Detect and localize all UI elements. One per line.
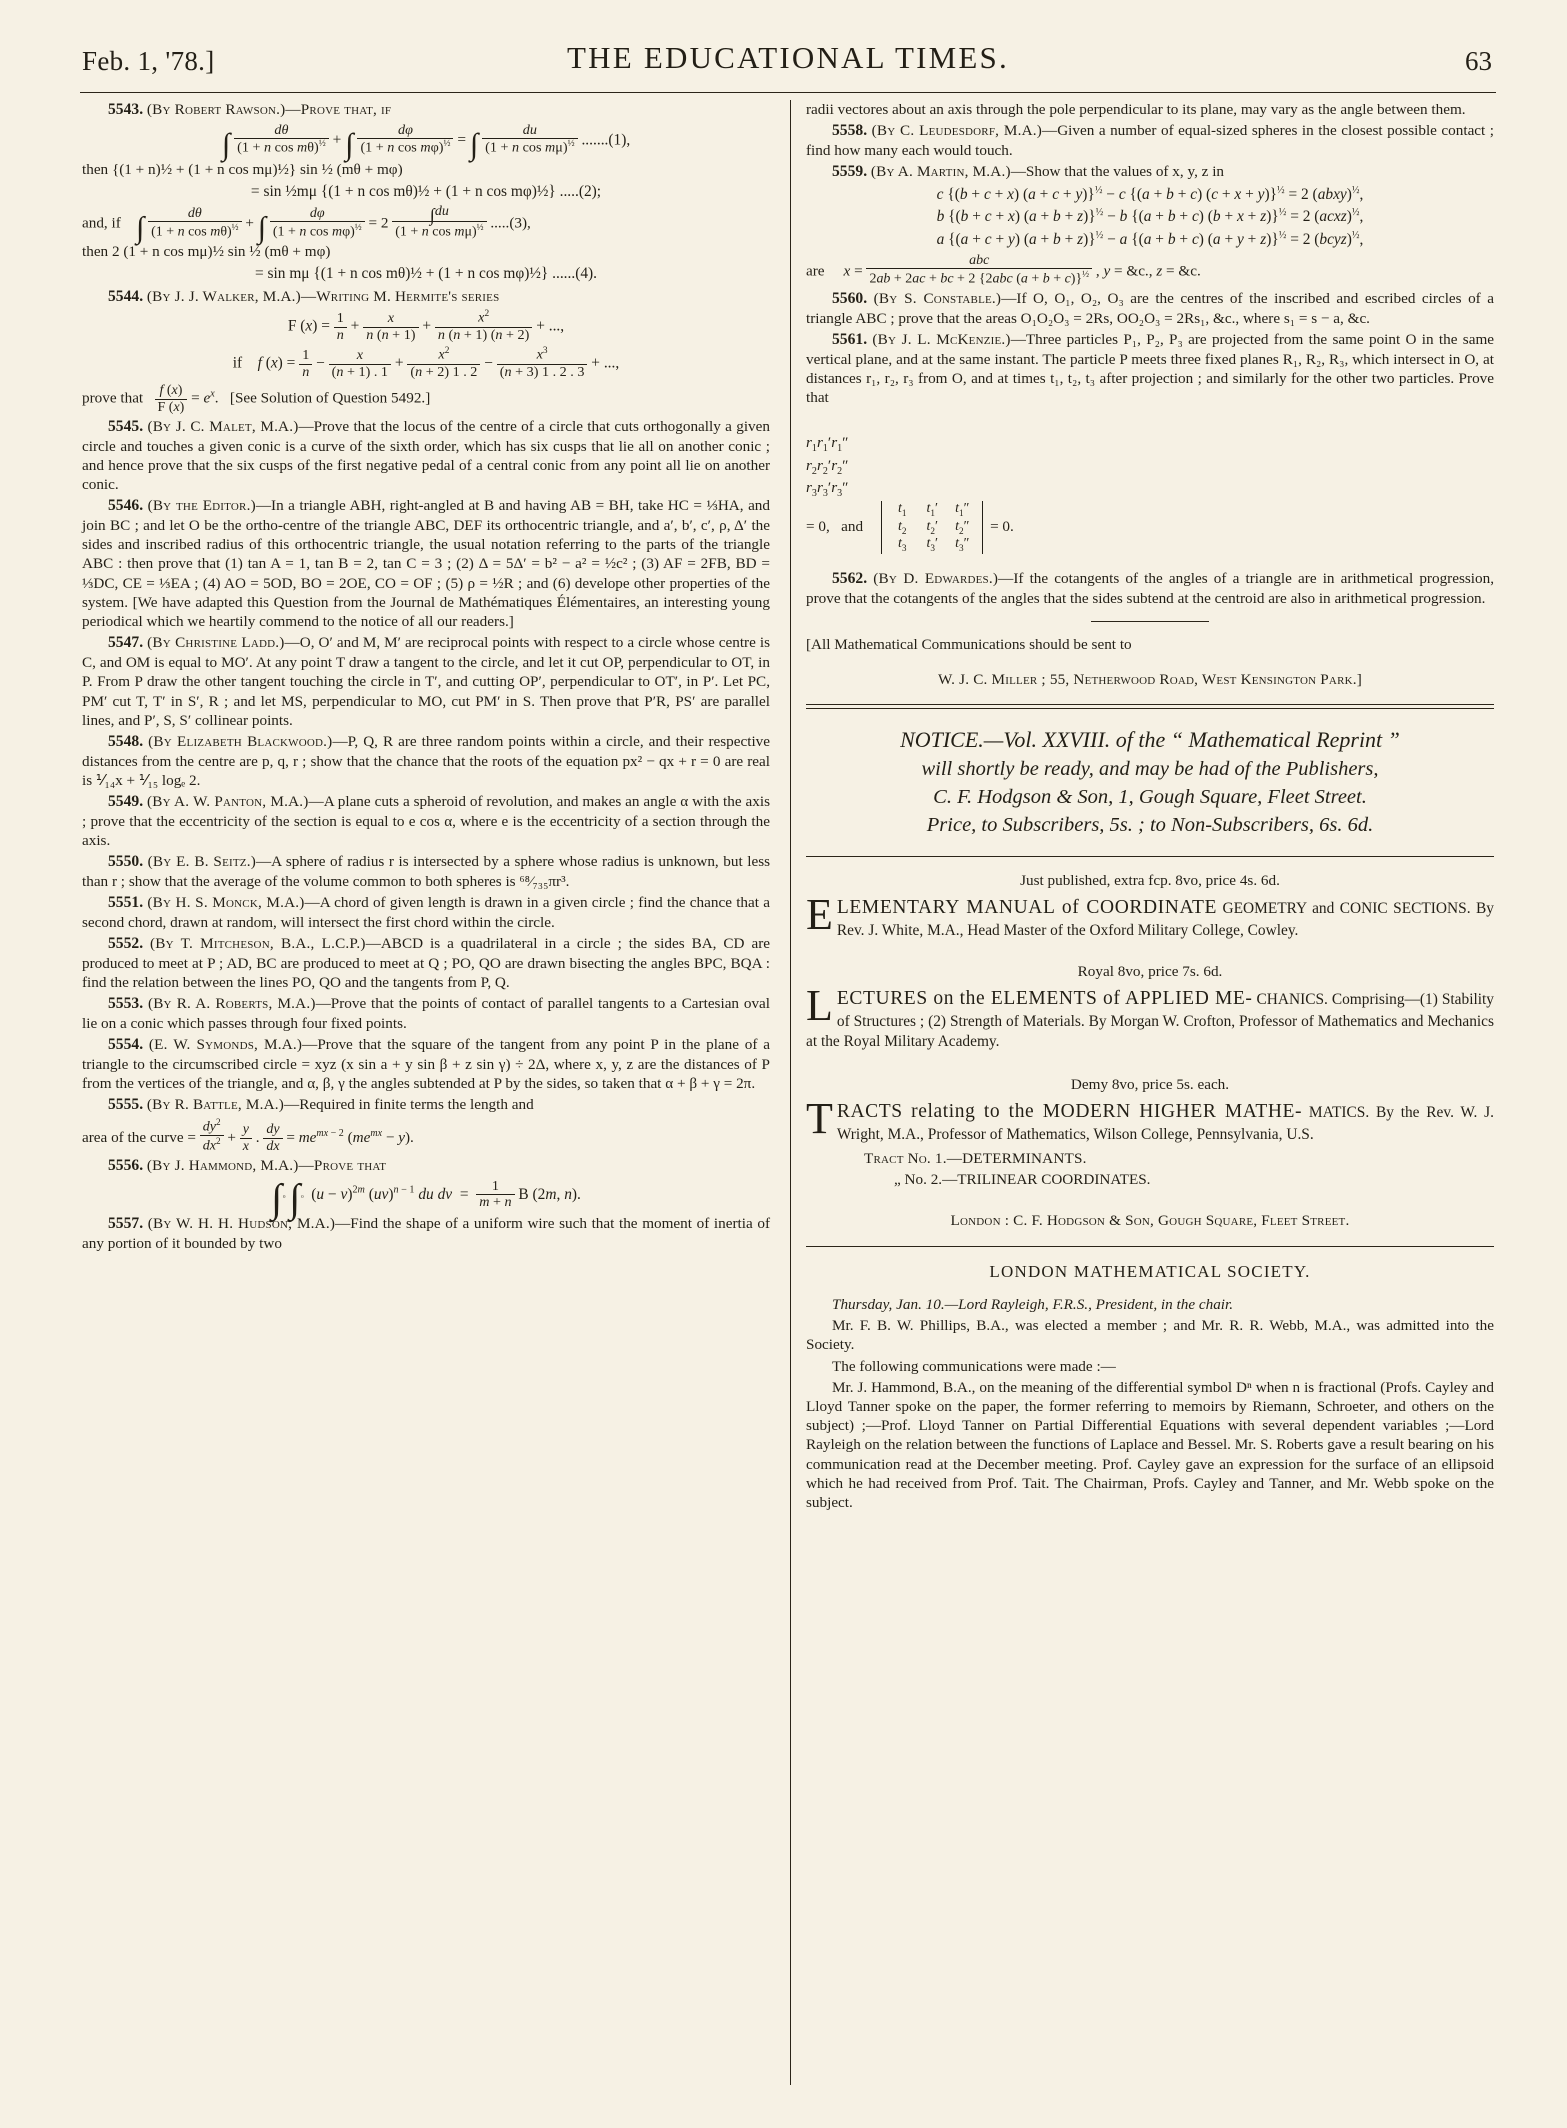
problem-number: 5560. xyxy=(832,290,868,308)
problem-5556 xyxy=(82,1156,770,1176)
problem-byline: (By A. W. Panton, M.A.) xyxy=(147,793,309,811)
problem-text: —Show that the values of x, y, z in xyxy=(1010,163,1225,181)
problem-byline: (By E. B. Seitz.) xyxy=(147,853,256,871)
ad-rule-1 xyxy=(806,856,1494,857)
society-para-4: Mr. J. Hammond, B.A., on the meaning of the differential symbol Dⁿ when n is fractional (Profs. Cayley and Lloyd Tanner spoke on the paper, the former referring to memoirs by Riemann, Schroeter, and others on the subject) ;—Prof. Lloyd Tanner on Partial Differential Equations with several dependent variables ;—Lord Rayleigh on the relation between the functions of Laplace and Bessel. Mr. S. Roberts gave a result bearing on his communication read at the December meeting. Prof. Cayley gave an expression for the surface of an ellipsoid which he had received from Prof. Tait. The Chairman, Profs. Cayley and Tanner, and Mr. Webb spoke on the subject. xyxy=(806,1378,1494,1512)
problem-5549 xyxy=(82,792,770,850)
problem-text: —P, Q, R are three random points within a circle, and their respective distances from the centre are p, q, r ; show that the chance that the roots of the equation px² − qx + r = 0 are real is ⅟₁₄x + ⅟₁₅ logₑ 2. xyxy=(82,732,770,789)
ad-3-title: RACTS relating to the MODERN HIGHER MATHE- xyxy=(836,1101,1303,1123)
right-column: radii vectores about an axis through the pole perpendicular to its plane, may vary as the angle between them. 5558. (By C. Leudesdorf, M.A.)—Given a number of equal-sized spheres in the closest possible contact ; find how many each would touch. 5559. (By A. Martin, M.A.)—Show that the values of x, y, z in c {(b + c + x) (a + c + y)}$^{\frac{1}{2}}$ − c {(a + b + c) (c + x + y)}$^{\frac{1}{2}}$ = 2 (abxy)$^{\frac{1}{2}}$, b {(b + c + x) (a + b + z)}$^{\frac{1}{2}}$ − b {(a + b + c) (b + x + z)}$^{\frac{1}{2}}$ = 2 (acxz)$^{\frac{1}{2}}$, a {(a + c + y) (a + b + z)}$^{\frac{1}{2}}$ − a {(a + b + c) (a + y + z)}$^{\frac{1}{2}}$ = 2 (bcyz)$^{\frac{1}{2}}$, are x = $\frac{\text{abc}}{2ab + 2ac + bc + 2 \{2abc (a + b + c)\}^{\frac{1}{2}}}$ , y = &c., z = &c. 5560. (By S. Constable.)—If O, O₁, O₂, O₃ are the centres of the inscribed and escribed circles of a triangle ABC ; prove that the areas O₁O₂O₃ = 2Rs, OO₂O₃ = 2Rs₁, &c., where s₁ = s − a, &c. 5561. (By J. L. McKenzie.)—Three particles P₁, P₂, P₃ are projected from the same point O in the same vertical plane, and at the same instant. The particle P meets three fixed planes R₁, R₂, R₃, which intersect in O, at distances r₁, r₂, r₃ from O, and at times t₁, t₂, t₃ after projection ; and similarly for the other two particles. Prove that $r_1r_1'r_1''$ $r_2r_2'r_2''$ $r_3r_3'r_3''$ = 0, and $t_1$ $t_1'$ $t_1''$ $t_2$ $t_2'$ $t_2''$ $t_3$ $t_3'$ $t_3''$ = 0. 5562. (By D. Edwardes.)—If the cotangents of the angles of a triangle are in arithmetical progression, prove that the cotangents of the angles that the sides subtend at the centroid are also in arithmetical progression. [All Mathematical Communications should be sent to W. J. C. Miller ; 55, Netherwood Road, West Kensington Park.] NOTICE.—Vol. XXVIII. of the “ Mathematical Reprint ” will shortly be ready, and may be had of the Publishers, C. F. Hodgson & Son, 1, Gough Square, Fleet Street. Price, to Subscribers, 5s. ; to Non-Subscribers, 6s. 6d. Just published, extra fcp. 8vo, price 4s. 6d. ELEMENTARY MANUAL of COORDINATE GEOMETRY and CONIC SECTIONS. By Rev. J. White, M.A., Head Master of the Oxford Military College, Cowley. Royal 8vo, price 7s. 6d. LECTURES on the ELEMENTS of APPLIED ME- CHANICS. Comprising—(1) Stability of Structures ; (2) Strength of Materials. By Morgan W. Crofton, Professor of Mathematics and Mechanics at the Royal Military Academy. Demy 8vo, price 5s. each. TRACTS relating to the MODERN HIGHER MATHE- MATICS. By the Rev. W. J. Wright, M.A., Professor of Mathematics, Wilson College, Pennsylvania, U.S. Tract No. 1.—DETERMINANTS. „ No. 2.—TRILINEAR COORDINATES. London : C. F. Hodgson & Son, Gough Square, Fleet Street. LONDON MATHEMATICAL SOCIETY. Thursday, Jan. 10.—Lord Rayleigh, F.R.S., President, in the chair. Mr. F. B. W. Phillips, B.A., was elected a member ; and Mr. R. R. Webb, M.A., was admitted into the Society. The following communications were made :— Mr. J. Hammond, B.A., on the meaning of the differential symbol Dⁿ when n is fractional (Profs. Cayley and Lloyd Tanner spoke on the paper, the former referring to memoirs by Riemann, Schroeter, and others on the subject) ;—Prof. Lloyd Tanner on Partial Differential Equations with several dependent variables ;—Lord Rayleigh on the relation between the functions of Laplace and Bessel. Mr. S. Roberts gave a result bearing on his communication read at the December meeting. Prof. Cayley gave an expression for the surface of an ellipsoid which he had received from Prof. Tait. The Chairman, Profs. Cayley and Tanner, and Mr. Webb spoke on the subject. xyxy=(806,101,1495,1512)
formula-5544-3: prove that $\frac{f (x)}{F (x)}$ = $e^x$. [See Solution of Question 5492.] xyxy=(82,383,431,415)
problem-5552 xyxy=(82,934,770,992)
ad-3-body: MATICS. By the Rev. W. J. Wright, M.A., Professor of Mathematics, Wilson College, Pennsylvania, U.S. xyxy=(836,1104,1494,1144)
formula-5556: ∫ 0 ∫ 0 $(u - v)^{2m}$ (uv)$^{n - 1}$ du dv = $\frac{1}{m + n}$ B (2m, n). xyxy=(271,1175,581,1221)
problem-byline: (By R. A. Roberts, M.A.) xyxy=(147,995,316,1013)
ad-1 xyxy=(806,889,1494,940)
problem-5546 xyxy=(82,496,770,631)
problem-5555 xyxy=(82,1095,770,1115)
problem-5551 xyxy=(82,893,770,932)
problem-text: —In a triangle ABH, right-angled at B and having AB = BH, take HC = ⅓HA, and join BC ; and let O be the ortho-centre of the triangle ABC, DEF its orthocentric triangle, and a′, b′, c′, ρ, Δ′ the sides and inscribed radius of this orthocentric triangle, the usual notation referring to the parts of the triangle ABC : then prove that (1) tan A = 1, tan B = 2, tan C = 3 ; (2) Δ = 5Δ′ = b² − a² = ½c² ; (3) AF = 2FB, BD = ⅓DC, CE = ⅓EA ; (4) AO = 5OD, BO = 2OE, CO = OF ; (5) ρ = ½R ; and (6) develope other properties of the system. [We have adapted this Question from the Journal de Mathématiques Élémentaires, an interesting young periodical which we heartily commend to the notice of all our readers.] xyxy=(82,497,770,631)
society-para-2: Mr. F. B. W. Phillips, B.A., was elected a member ; and Mr. R. R. Webb, M.A., was admitted into the Society. xyxy=(806,1317,1494,1354)
society-title: LONDON MATHEMATICAL SOCIETY. xyxy=(989,1262,1311,1282)
problem-5547 xyxy=(82,633,770,730)
masthead-date: Feb. 1, '78.] xyxy=(82,46,215,76)
formula-5543-3: = sin ½mμ {(1 + n cos mθ)½ + (1 + n cos mφ)½} .....(2); xyxy=(250,182,602,200)
problem-5560 xyxy=(806,289,1494,328)
problem-text: —A sphere of radius r is intersected by a sphere whose radius is unknown, but less than r ; show that the average of the volume common to both spheres is ⁶⁸⁄₇₃₅πr³. xyxy=(82,853,771,890)
problem-number: 5552. xyxy=(108,935,144,953)
problem-number: 5543. xyxy=(108,101,144,118)
formula-5559-1: c {(b + c + x) (a + c + y)}$^{\frac{1}{2}}$ − c {(a + b + c) (c + x + y)}$^{\frac{1}{2}}$ = 2 (abxy)$^{\frac{1}{2}}$, xyxy=(936,184,1364,203)
problem-byline: (By D. Edwardes.) xyxy=(873,570,999,588)
carryover-text: radii vectores about an axis through the pole perpendicular to its plane, may vary as the angle between them. xyxy=(806,101,1466,118)
masthead xyxy=(78,40,1498,94)
communications-line2: W. J. C. Miller ; 55, Netherwood Road, West Kensington Park.] xyxy=(937,670,1363,688)
problem-text: —A chord of given length is drawn in a given circle ; find the chance that a second chord, drawn at random, will intersect the first chord within the circle. xyxy=(82,894,770,931)
problem-number: 5551. xyxy=(108,894,144,912)
formula-5544-1: F (x) = $\frac{1}{n}$ + $\frac{x}{n (n + 1)}$ + $\frac{x^2}{n (n + 1) (n + 2)}$ + ..., xyxy=(287,309,565,343)
double-rule xyxy=(806,704,1494,709)
problem-byline: (By W. H. H. Hudson, M.A.) xyxy=(147,1215,336,1233)
problem-text: —If O, O₁, O₂, O₃ are the centres of the inscribed and escribed circles of a triangle ABC ; prove that the areas O₁O₂O₃ = 2Rs, OO₂O₃ = 2Rs₁, &c., where s₁ = s − a, &c. xyxy=(806,290,1495,327)
problem-byline: (By J. C. Malet, M.A.) xyxy=(147,417,299,435)
problem-byline: (By A. Martin, M.A.) xyxy=(870,163,1011,181)
problem-5550 xyxy=(82,852,770,891)
problem-byline: (By Christine Ladd.) xyxy=(147,634,285,652)
formula-5543-1: ∫ $\frac{d\theta}{(1 + n \cos m\theta)^{\frac{1}{2}}}$ + ∫ $\frac{d\varphi}{(1 + n \cos m\varphi)^{\frac{1}{2}}}$ = ∫ $\frac{du}{(1 + n \cos m\mu)^{\frac{1}{2}}}$ .......(1), xyxy=(221,121,631,162)
section-rule xyxy=(1091,621,1209,622)
problem-5548 xyxy=(82,732,770,790)
problem-text: —Given a number of equal-sized spheres in the closest possible contact ; find how many each would touch. xyxy=(806,122,1495,159)
notice-line-2: will shortly be ready, and may be had of the Publishers, xyxy=(921,757,1379,780)
problem-5562 xyxy=(806,569,1494,608)
problem-5557 xyxy=(82,1214,770,1253)
left-column xyxy=(82,100,770,2085)
problem-5553 xyxy=(82,994,770,1033)
ad-3-tract-2: „ No. 2.—TRILINEAR COORDINATES. xyxy=(894,1170,1151,1188)
problem-byline: (By Elizabeth Blackwood.) xyxy=(148,732,333,750)
problem-number: 5561. xyxy=(832,331,868,349)
ad-2-title: ECTURES on the ELEMENTS of APPLIED ME- xyxy=(836,988,1253,1010)
ad-1-body: GEOMETRY and CONIC SECTIONS. By Rev. J. White, M.A., Head Master of the Oxford Military College, Cowley. xyxy=(836,899,1494,939)
ad-2-dropcap: L xyxy=(806,981,833,1031)
problem-number: 5555. xyxy=(108,1096,144,1114)
problem-5561 xyxy=(806,330,1494,407)
problem-number: 5549. xyxy=(108,793,144,811)
page-number: 63 xyxy=(1465,46,1492,76)
problem-number: 5559. xyxy=(832,163,868,181)
masthead-rule xyxy=(80,92,1496,93)
ad-3-tract-1: Tract No. 1.—DETERMINANTS. xyxy=(864,1149,1087,1167)
problem-byline: (By C. Leudesdorf, M.A.) xyxy=(871,122,1042,140)
formula-5559-4: are x = $\frac{\text{abc}}{2ab + 2ac + bc + 2 \{2abc (a + b + c)\}^{\frac{1}{2}}}$ , y = &c., z = &c. xyxy=(806,252,1201,287)
problem-byline: (By J. Hammond, M.A.)—Prove that xyxy=(146,1157,387,1175)
problem-byline: (By R. Battle, M.A.) xyxy=(146,1096,284,1114)
formula-5561-determinants xyxy=(806,410,1494,429)
society-rule xyxy=(806,1246,1494,1247)
problem-text: —Required in finite terms the length and xyxy=(284,1096,534,1114)
problem-5545 xyxy=(82,417,770,494)
problem-byline: (By Robert Rawson.)—Prove that, if xyxy=(146,101,392,118)
problem-number: 5547. xyxy=(108,634,144,652)
problem-text: —Prove that the points of contact of parallel tangents to a Cartesian oval lie on a conic which passes through four fixed points. xyxy=(82,995,771,1033)
problem-5559 xyxy=(806,162,1494,182)
notice-line-3: C. F. Hodgson & Son, 1, Gough Square, Fleet Street. xyxy=(933,785,1367,808)
determinant-t: $t_1$ $t_1'$ $t_1''$ $t_2$ $t_2'$ $t_2''$ $t_3$ $t_3'$ $t_3''$ xyxy=(881,501,983,554)
notice-line-1: NOTICE.—Vol. XXVIII. of the “ Mathematical Reprint ” xyxy=(900,727,1400,753)
problem-byline: (By H. S. Monck, M.A.) xyxy=(147,894,305,912)
problem-text: —Prove that the square of the tangent from any point P in the plane of a triangle to the circumscribed circle = xyz (x sin a + y sin β + z sin γ) ÷ 2Δ, where x, y, z are the distances of P from the vertices of the triangle, and α, β, γ the angles subtended at P by the sides, so taken that α + β + γ = 2π. xyxy=(82,1036,770,1093)
problem-5543 xyxy=(82,100,770,120)
formula-5559-3: a {(a + c + y) (a + b + z)}$^{\frac{1}{2}}$ − a {(a + b + c) (a + y + z)}$^{\frac{1}{2}}$ = 2 (bcyz)$^{\frac{1}{2}}$, xyxy=(936,230,1364,249)
column-divider xyxy=(790,100,791,2085)
ad-3-head: Demy 8vo, price 5s. each. xyxy=(1070,1076,1230,1094)
problem-byline: (By T. Mitcheson, B.A., L.C.P.) xyxy=(150,935,366,953)
ad-3 xyxy=(806,1094,1494,1144)
problem-number: 5546. xyxy=(108,497,144,515)
formula-5543-5: then 2 (1 + n cos mμ)½ sin ½ (mθ + mφ) xyxy=(82,243,331,261)
ad-2-head: Royal 8vo, price 7s. 6d. xyxy=(1077,963,1223,981)
ad-1-dropcap: E xyxy=(806,889,833,939)
problem-5558 xyxy=(806,121,1494,160)
page-sheet xyxy=(78,40,1498,2090)
problem-byline: (By the Editor.) xyxy=(147,497,256,515)
problem-number: 5548. xyxy=(108,732,144,750)
ad-3-dropcap: T xyxy=(806,1094,833,1144)
problem-text: —Find the shape of a uniform wire such that the moment of inertia of any portion of it bounded by two xyxy=(82,1215,771,1252)
ad-1-head: Just published, extra fcp. 8vo, price 4s. 6d. xyxy=(1020,871,1280,889)
problem-text: —Three particles P₁, P₂, P₃ are projected from the same point O in the same vertical plane, and at the same instant. The particle P meets three fixed planes R₁, R₂, R₃, which intersect in O, at distances r₁, r₂, r₃ from O, and at times t₁, t₂, t₃ after projection ; and similarly for the other two particles. Prove that xyxy=(806,331,1494,407)
problem-number: 5558. xyxy=(832,122,868,140)
ad-2 xyxy=(806,981,1494,1051)
problem-5554 xyxy=(82,1035,770,1093)
problem-number: 5554. xyxy=(108,1036,144,1054)
problem-text: —O, O′ and M, M′ are reciprocal points with respect to a circle whose centre is C, and OM is equal to MO′. At any point T draw a tangent to the circle, and let it cut OP, perpendicular to OT, in P. From P draw the other tangent touching the circle in T′, and cutting OP′, perpendicular to OT′, in P′. Let PC, PM′ cut T, T′ in S′, R ; and let MS, perpendicular to MO, cut PM′ in S. Then prove that P′R, PS′ are parallel lines, and P′, S, S′ collinear points. xyxy=(82,634,771,729)
formula-5559-2: b {(b + c + x) (a + b + z)}$^{\frac{1}{2}}$ − b {(a + b + c) (b + x + z)}$^{\frac{1}{2}}$ = 2 (acxz)$^{\frac{1}{2}}$, xyxy=(936,207,1364,226)
problem-text: —ABCD is a quadrilateral in a circle ; the sides BA, CD are produced to meet at P ; AD, BC are produced to meet at Q ; PO, QO are drawn bisecting the angles BPC, BQA : find the relation between the lines PO, QO and the tangents from P, Q. xyxy=(82,935,771,992)
society-para-1: Thursday, Jan. 10.—Lord Rayleigh, F.R.S., President, in the chair. xyxy=(832,1295,1234,1313)
problem-number: 5553. xyxy=(108,995,144,1013)
problem-byline: (By S. Constable.) xyxy=(873,290,1002,308)
problem-byline: (E. W. Symonds, M.A.) xyxy=(148,1036,303,1054)
problem-number: 5550. xyxy=(108,853,144,871)
formula-5555: area of the curve = $\frac{dy^2}{dx^2}$ + $\frac{y}{x}$ . $\frac{dy}{dx}$ = $me^{mx - 2}$ $(me^{mx} - y)$. xyxy=(82,1117,414,1154)
problem-number: 5556. xyxy=(108,1157,144,1175)
society-para-3: The following communications were made :— xyxy=(832,1357,1116,1375)
formula-5543-4: and, if ∫ $\frac{d\theta}{(1 + n \cos m\theta)^{\frac{1}{2}}}$ + ∫ $\frac{d\varphi}{(1 + n \cos m\varphi)^{\frac{1}{2}}}$ = 2 $\frac{\int du}{(1 + n \cos m\mu)^{\frac{1}{2}}}$ .....(3), xyxy=(82,204,531,245)
problem-number: 5557. xyxy=(108,1215,144,1233)
publisher-line: London : C. F. Hodgson & Son, Gough Square, Fleet Street. xyxy=(950,1212,1350,1230)
communications-line1: [All Mathematical Communications should be sent to xyxy=(806,636,1132,654)
formula-5543-2: then {(1 + n)½ + (1 + n cos mμ)½} sin ½ (mθ + mφ) xyxy=(82,160,403,178)
problem-number: 5544. xyxy=(108,287,144,305)
formula-5544-2: if f (x) = $\frac{1}{n}$ − $\frac{x}{(n + 1) . 1}$ + $\frac{x^2}{(n + 2) 1 . 2}$ − $\frac{x^3}{(n + 3) 1 . 2 . 3}$ + ..., xyxy=(232,346,620,380)
notice-line-4: Price, to Subscribers, 5s. ; to Non-Subscribers, 6s. 6d. xyxy=(926,813,1374,836)
problem-number: 5562. xyxy=(832,570,868,588)
two-column-body xyxy=(78,100,1498,2085)
problem-text: —A plane cuts a spheroid of revolution, and makes an angle α with the axis ; prove that the eccentricity of the section is equal to e cos α, where e is the eccentricity of a section through the axis. xyxy=(82,793,770,850)
page-title: THE EDUCATIONAL TIMES. xyxy=(567,40,1009,75)
problem-byline: (By J. L. McKenzie.) xyxy=(872,331,1011,349)
problem-text: —If the cotangents of the angles of a triangle are in arithmetical progression, prove that the cotangents of the angles that the sides subtend at the centroid are also in arithmetical progression. xyxy=(806,570,1494,608)
ad-2-body: CHANICS. Comprising—(1) Stability of Structures ; (2) Strength of Materials. By Morgan W. Crofton, Professor of Mathematics and Mechanics at the Royal Military Academy. xyxy=(806,991,1494,1050)
ad-1-title: LEMENTARY MANUAL of COORDINATE xyxy=(836,896,1217,918)
problem-byline: (By J. J. Walker, M.A.)—Writing M. Hermite's series xyxy=(146,287,500,305)
problem-text: —Prove that the locus of the centre of a circle that cuts orthogonally a given circle and touches a given conic is a curve of the sixth order, which has six cusps that lie all on another conic ; and hence prove that the six cusps of the first negative pedal of a central conic from any point all lie on another conic. xyxy=(82,417,770,494)
formula-5543-6: = sin mμ {(1 + n cos mθ)½ + (1 + n cos mφ)½} ......(4). xyxy=(254,265,598,283)
problem-number: 5545. xyxy=(108,417,144,435)
problem-5544 xyxy=(82,287,770,307)
